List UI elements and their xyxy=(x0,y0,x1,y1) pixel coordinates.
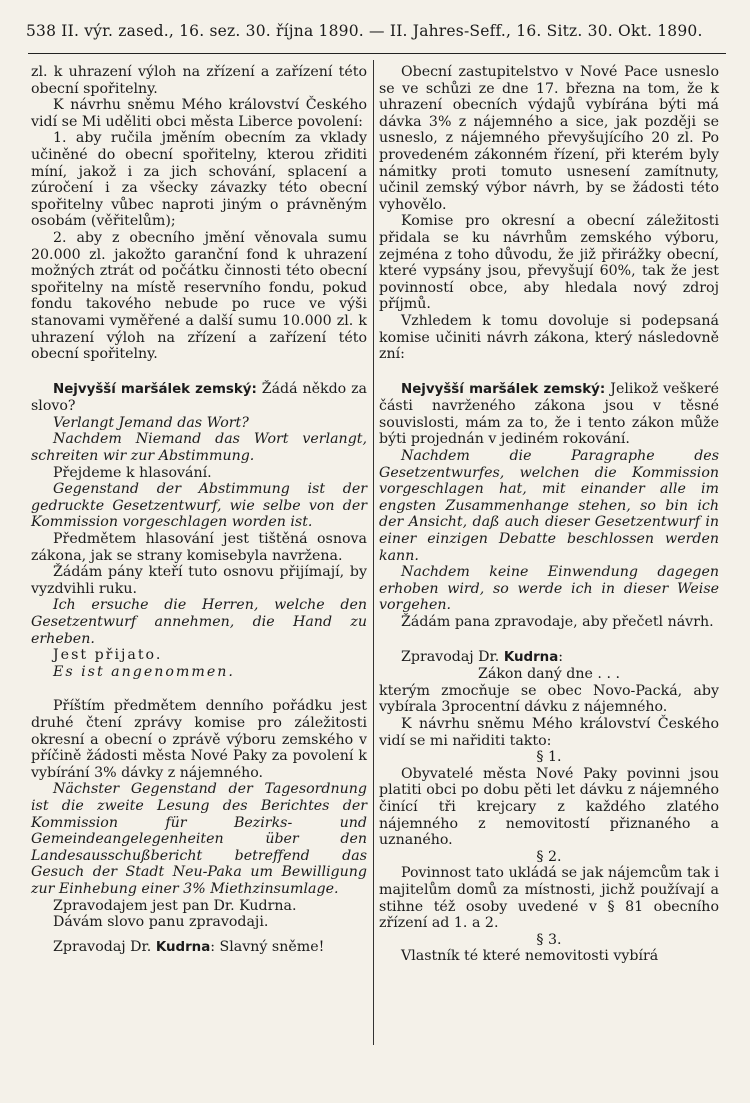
law-intro: kterým zmocňuje se obec Novo-Packá, aby vybírala 3procentní dávku z nájemného. xyxy=(379,682,719,716)
section-heading: § 2. xyxy=(536,848,562,865)
reporter-text: : Slavný sněme! xyxy=(210,938,325,955)
paragraph: Předmětem hlasování jest tištěná osnova zákona, jak se strany komisebyla navržena. xyxy=(31,531,367,564)
german-paragraph: Nachdem die Paragraphe des Gesetzentwurfes, welchen die Kommission vorgeschlagen hat, mit einander alle im engsten Zusammenhange stehen, so bin ich der Ansicht, daß auch dieser Gesetzentwurf in einer einzigen Debatte beschlossen werden kann. xyxy=(379,448,719,564)
speaker-name: Nejvyšší maršálek zemský: xyxy=(53,381,257,397)
column-divider xyxy=(373,60,374,1045)
law-title: Zákon daný dne . . . xyxy=(478,666,620,683)
paragraph: Žádám pana zpravodaje, aby přečetl návrh. xyxy=(401,614,714,630)
speaker-text: Jelikož veškeré části navrženého zákona jsou v těsné souvislosti, mám za to, že i tento zákon může býti projednán v jediném rokování. xyxy=(379,380,719,448)
speaker-name: Nejvyšší maršálek zemský: xyxy=(401,381,606,397)
reporter-text: : xyxy=(558,648,564,665)
law-preamble: K návrhu sněmu Mého království Českého vidí se mi nařiditi takto: xyxy=(379,715,719,749)
speaker-paragraph xyxy=(31,381,367,415)
paragraph: Zpravodajem jest pan Dr. Kudrna. xyxy=(53,897,297,914)
paragraph: Příštím předmětem denního pořádku jest druhé čtení zprávy komise pro záležitosti okresní a obecní o zprávě výboru zemského v příčině žádosti města Nové Paky za povolení k vybírání 3% dávky z nájemného. xyxy=(31,698,367,781)
german-paragraph: Nächster Gegenstand der Tagesordnung ist die zweite Lesung des Berichtes der Kommission für Bezirks- und Gemeindeangelegenheiten über den Landesausschußbericht betreffend das Gesuch der Stadt Neu-Paka um Bewilligung zur Einhebung einer 3% Miethzinsumlage. xyxy=(31,781,367,897)
section-text: Povinnost tato ukládá se jak nájemcům tak i majitelům domů za místnosti, jichž používají a stihne též osoby uvedené v § 81 obecního zřízení ad 1. a 2. xyxy=(379,865,719,932)
section-heading: § 1. xyxy=(536,749,562,766)
german-paragraph: Ich ersuche die Herren, welche den Gesetzentwurf annehmen, die Hand zu erheben. xyxy=(31,597,367,647)
reporter-paragraph xyxy=(31,939,367,957)
speaker-paragraph xyxy=(379,381,719,448)
paragraph: Dávám slovo panu zpravodaji. xyxy=(53,914,269,931)
paragraph: Komise pro okresní a obecní záležitosti přidala se ku návrhům zemského výboru, zejména z toho důvodu, že již přirážky obecní, které vypsány jsou, převyšují 60%, tak že jest povinností obce, aby hledala nový zdroj příjmů. xyxy=(379,213,719,313)
reporter-title: Zpravodaj Dr. xyxy=(401,648,500,665)
page-header: 538 II. výr. zased., 16. sez. 30. října 1890. — II. Jahres-Seff., 16. Sitz. 30. Okt. 1890. xyxy=(26,22,703,40)
paragraph: Jest přijato. xyxy=(53,647,163,664)
header-rule xyxy=(28,53,726,54)
reporter-name: Kudrna xyxy=(503,649,559,665)
reporter-name: Kudrna xyxy=(155,939,211,955)
paragraph: Žádám pány kteří tuto osnovu přijímají, by vyzdvihli ruku. xyxy=(31,564,367,597)
paragraph: Obecní zastupitelstvo v Nové Pace usneslo se ve schůzi ze dne 17. března na tom, že k uhrazení obecních výdajů vybírána býti má dávka 3% z nájemného a sice, jak později se usneslo, z nájemného převyšujícího 20 zl. Po provedeném zákonném řízení, při kterém byly námitky proti tomuto usnesení zamítnuty, učinil zemský výbor návrh, by se žádosti této vyhovělo. xyxy=(379,64,719,213)
german-paragraph: Nachdem Niemand das Wort verlangt, schreiten wir zur Abstimmung. xyxy=(31,431,367,465)
speaker-text: Žádá někdo za slovo? xyxy=(31,380,368,415)
german-paragraph: Nachdem keine Einwendung dagegen erhoben wird, so werde ich in dieser Weise vorgehen. xyxy=(379,564,719,614)
german-paragraph: Es ist angenommen. xyxy=(53,663,235,680)
reporter-paragraph xyxy=(379,649,719,667)
section-text: Obyvatelé města Nové Paky povinni jsou platiti obci po dobu pěti let dávku z nájemného činící tři krejcary z každého zlatého nájemného z nemovitostí přiznaného a uznaného. xyxy=(379,765,719,849)
paragraph: Přejdeme k hlasování. xyxy=(53,464,212,481)
german-paragraph: Gegenstand der Abstimmung ist der gedruckte Gesetzentwurf, wie selbe von der Kommission vorgeschlagen worden ist. xyxy=(31,481,367,531)
paragraph: K návrhu sněmu Mého království Českého vidí se Mi uděliti obci města Liberce povolení: xyxy=(31,97,367,130)
paragraph: zl. k uhrazení výloh na zřízení a zařízení této obecní spořitelny. xyxy=(31,64,367,97)
right-column xyxy=(379,64,719,965)
section-heading: § 3. xyxy=(536,931,562,948)
section-text: Vlastník té které nemovitosti vybírá xyxy=(401,948,659,965)
left-column xyxy=(31,64,367,956)
paragraph: 1. aby ručila jměním obecním za vklady učiněné do obecní spořitelny, kterou zřiditi míní, jakož i za jich schování, splacení a zúročení i za všecky závazky této obecní spořitelny vůbec naproti jiným o právněným osobám (věřitelům); xyxy=(31,130,367,230)
paragraph: Vzhledem k tomu dovoluje si podepsaná komise učiniti návrh zákona, který následovně zní: xyxy=(379,312,719,363)
german-paragraph: Verlangt Jemand das Wort? xyxy=(53,414,249,431)
paragraph: 2. aby z obecního jmění věnovala sumu 20.000 zl. jakožto garanční fond k uhrazení možných ztrát od počátku činnosti této obecní spořitelny na místě reservního fondu, pokud fondu takového nebude po ruce ve výši stanovami vyměřené a další sumu 10.000 zl. k uhrazení výloh na zřízení a zařízení této obecní spořitelny. xyxy=(31,229,367,363)
reporter-title: Zpravodaj Dr. xyxy=(53,938,152,955)
